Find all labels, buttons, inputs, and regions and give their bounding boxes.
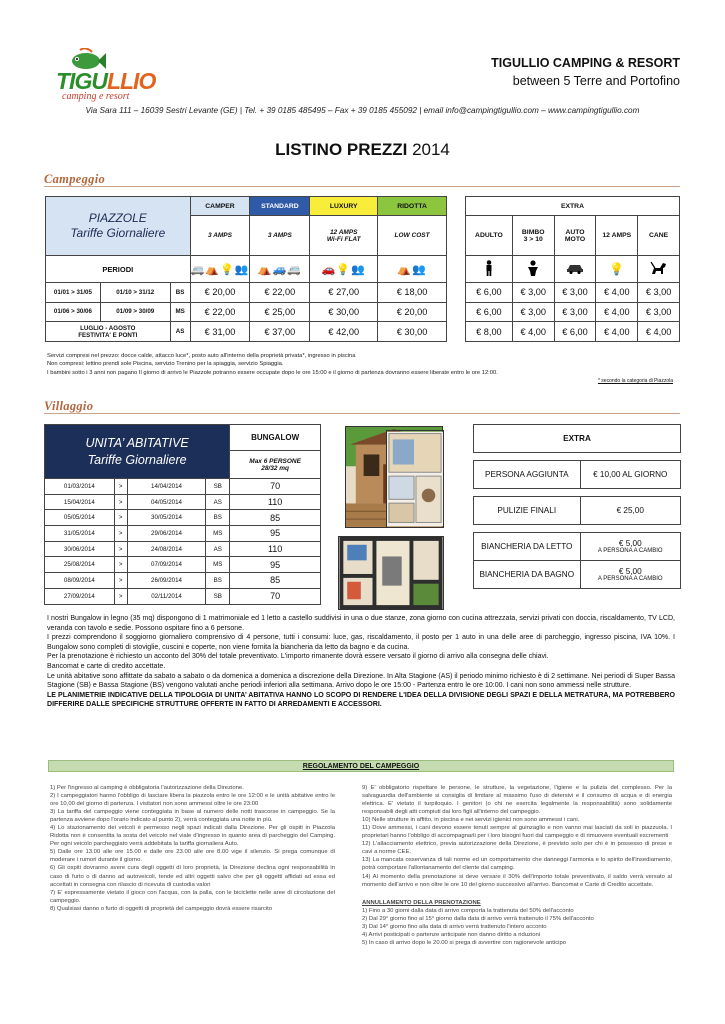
note-line: Servizi compresi nel prezzo: docce calde, attacco luce*, posto auto all'interno della proprietà privata*, ingresso in piscina (47, 353, 356, 359)
price-camper: € 20,00 (190, 283, 250, 303)
description-paragraph: I nostri Bungalow in legno (35 mq) dispongono di 1 matrimoniale ed 1 letto a castello suddivisi in una o due stanze, zona giorno con cucina attrezzata, servizi privati con doccia, riscaldamento, TV LCD, veranda con tavolo e sedie. Possono ospitare fino a 6 persone. (47, 615, 675, 632)
table-row (45, 510, 321, 526)
unita-subtitle: Tariffe Giornaliere (87, 452, 187, 467)
rule-item: 8) Qualsiasi danno o furto di oggetti di proprietà del campeggio dovrà essere risarcito (50, 905, 273, 912)
price-luxury: € 27,00 (310, 283, 378, 303)
date-to: 07/09/2014 (127, 557, 206, 573)
extra-auto-label: AUTO (565, 228, 585, 236)
logo-subtitle: camping e resort (62, 91, 130, 102)
period-high-season (46, 322, 171, 342)
table-row (45, 541, 321, 557)
table-row (45, 526, 321, 542)
price-standard: € 37,00 (250, 322, 310, 342)
season-code: BS (206, 573, 230, 589)
extra-price: € 6,00 (466, 302, 513, 322)
extra-price: € 4,00 (596, 322, 638, 342)
rule-item: 10) Nelle strutture in affitto, in piscina e nei servizi igienici non sono ammessi i cani. (362, 817, 580, 824)
date-to: 24/08/2014 (127, 541, 206, 557)
extra-moto-label: MOTO (564, 235, 586, 243)
rule-item: 12) L'allacciamento elettrico, previa autorizzazione della Direzione, è previsto solo per chi è in possesso di prese e cavi a norme CEE. (362, 841, 672, 856)
cat-camper: CAMPER (190, 197, 250, 216)
unita-title: UNITA’ ABITATIVE (85, 435, 189, 450)
regolamento-right-column (362, 784, 672, 947)
tigullio-logo (50, 46, 156, 102)
rule-item: 9) E' obbligatorio rispettare le persone, le strutture, la vegetazione, l'igiene e la pulizia del complesso. Per la salvaguardia dell'ambiente si consiglia di limitare al massimo l'uso di detersivi e il consumo di acqua e di energia elettrica. E' vietato il turpiloquio. I genitori (o chi ne esercita legalmente la responsabilità) sono solidamente responsabili degli atti compiuti dai loro figli all'interno del campeggio. (362, 785, 672, 816)
luxury-category-icons: 🚗💡👥 (310, 256, 378, 283)
date-from: 05/05/2014 (45, 510, 115, 526)
rule-item: 1) Per l'ingresso al camping è obbligatoria l'autorizzazione della Direzione. (50, 785, 244, 791)
rule-item: 14) Al momento della prenotazione si deve versare il 30% dell'importo totale preventivato, il saldo verrà versato al momento dell'arrivo e non oltre le ore 10 del giorno successivo all'arrivo. Bancomat e Carte di Credito accettate. (362, 873, 672, 888)
campeggio-heading: Campeggio (44, 172, 106, 186)
regolamento-left-column (50, 784, 335, 913)
extra-price: € 3,00 (554, 283, 596, 303)
ridotta-category-icons: ⛺👥 (378, 256, 447, 283)
price-standard: € 22,00 (250, 283, 310, 303)
page-title-year: 2014 (407, 140, 450, 159)
extra-price: € 3,00 (638, 283, 680, 303)
season-code: SB (206, 588, 230, 604)
table-row (46, 302, 447, 322)
bungalow-price: 95 (230, 526, 321, 542)
cat-luxury-wifi: Wi-Fi FLAT (326, 235, 361, 243)
extra-value: € 5,00 (618, 539, 642, 548)
rule-item: 13) La mancata osservanza di tali norme ed un comportamento che danneggi l'armonia e lo spirito dell'insediamento, potrà comportare l'allontanamento del cliente dal camping. (362, 857, 672, 872)
extra-adulto: ADULTO (466, 216, 513, 256)
bungalow-description (47, 614, 675, 710)
extra-value: € 10,00 AL GIORNO (580, 461, 680, 489)
extra-price: € 4,00 (596, 302, 638, 322)
piazzole-title: PIAZZOLE (88, 211, 147, 225)
company-name: TIGULLIO CAMPING & RESORT (491, 56, 680, 70)
rule-item: 7) E' espressamente vietato il gioco con l'acqua, con la palla, con le biciclette nelle aree di circolazione del campeggio. (50, 889, 335, 904)
extra-note: A PERSONA A CAMBIO (597, 548, 663, 554)
bungalow-max-persons: Max 6 PERSONE (249, 457, 301, 465)
bungalow-price: 70 (230, 479, 321, 495)
extra-value-cell (580, 561, 680, 589)
page-title (0, 140, 725, 160)
person-icon (466, 256, 513, 283)
extra-value-cell (580, 533, 680, 561)
season-code: AS (206, 494, 230, 510)
extra-spacer (474, 489, 681, 497)
extra-label: BIANCHERIA DA LETTO (474, 533, 581, 561)
period-label: LUGLIO - AGOSTO (80, 324, 136, 332)
period-label: FESTIVITA' E PONTI (78, 331, 138, 339)
extra-price: € 4,00 (596, 283, 638, 303)
piazzole-table (45, 196, 447, 342)
extra-price: € 6,00 (554, 322, 596, 342)
cancellation-item: 4) Arrivi posticipati o partenze anticipate non danno diritto a riduzioni (362, 931, 541, 938)
extra-title: EXTRA (466, 197, 680, 216)
extra-bimbo (512, 216, 554, 256)
note-line: Non compresi: lettino prendi sole Piscina, servizio Trenino per la spiaggia, servizio Spiaggia. (47, 361, 284, 368)
season-code: MS (170, 302, 190, 322)
villaggio-extra-table (473, 424, 681, 589)
range-arrow: > (114, 588, 127, 604)
bungalow-capacity (230, 451, 321, 479)
camper-category-icons: 🚐⛺💡👥 (190, 256, 250, 283)
season-code: MS (206, 557, 230, 573)
rule-item: 2) I campeggiatori hanno l'obbligo di lasciare libera la piazzola entro le ore 12:00 e le unità abitative entro le ore 10,00 del giorno di partenza. I visitatori non sono ammessi oltre le ore 23:00 (50, 793, 335, 808)
extra-bimbo-age: 3 > 10 (523, 235, 543, 243)
table-row (466, 302, 680, 322)
extra-price: € 3,00 (512, 302, 554, 322)
child-icon (512, 256, 554, 283)
bungalow-price: 70 (230, 588, 321, 604)
cat-luxury-features (310, 216, 378, 256)
rule-item: 6) Gli ospiti dovranno avere cura degli oggetti di loro proprietà, la Direzione declina ogni responsabilità in caso di furto o di danno ad autoveicoli, tende ed altri oggetti salvo che per gli oggetti affidati ad essa ed accettati in consegna con rilascio di ricevuta di custodia valori (50, 865, 335, 888)
date-from: 31/05/2014 (45, 526, 115, 542)
range-arrow: > (114, 494, 127, 510)
extra-label: PULIZIE FINALI (474, 497, 581, 525)
periodi-label: PERIODI (46, 256, 191, 283)
villaggio-extra-title: EXTRA (474, 425, 681, 453)
date-from: 27/09/2014 (45, 588, 115, 604)
campeggio-extra-table (465, 196, 680, 342)
range-arrow: > (114, 541, 127, 557)
cat-ridotta: RIDOTTA (378, 197, 447, 216)
table-row (45, 588, 321, 604)
annullamento-title: ANNULLAMENTO DELLA PRENOTAZIONE (362, 899, 481, 906)
range-arrow: > (114, 557, 127, 573)
extra-spacer (474, 525, 681, 533)
price-ridotta: € 20,00 (378, 302, 447, 322)
period-end: 01/10 > 31/12 (100, 283, 170, 303)
season-code: AS (206, 541, 230, 557)
cancellation-item: 3) Dal 14° giorno fino alla data di arrivo verrà trattenuto l'intero acconto (362, 923, 547, 930)
date-to: 26/09/2014 (127, 573, 206, 589)
rule-item: 3) La tariffa del campeggio viene conteggiata in base al numero delle notti trascorse in campeggio. Se la partenza avviene dopo l'orario indicato al punto 2), verrà conteggiata una notte in più. (50, 809, 335, 824)
range-arrow: > (114, 573, 127, 589)
date-to: 14/04/2014 (127, 479, 206, 495)
piazzole-subtitle: Tariffe Giornaliere (70, 226, 166, 240)
extra-price: € 4,00 (638, 322, 680, 342)
season-code: MS (206, 526, 230, 542)
bungalow-table (44, 424, 321, 605)
price-camper: € 31,00 (190, 322, 250, 342)
price-camper: € 22,00 (190, 302, 250, 322)
extra-12amps: 12 AMPS (596, 216, 638, 256)
logo-text-part2: LLIO (106, 68, 156, 94)
villaggio-rule (44, 413, 680, 414)
table-row (474, 497, 681, 525)
description-paragraph: Bancomat e carte di credito accettate. (47, 662, 166, 670)
date-from: 08/09/2014 (45, 573, 115, 589)
price-luxury: € 30,00 (310, 302, 378, 322)
season-code: SB (206, 479, 230, 495)
season-code: BS (170, 283, 190, 303)
campeggio-rule (44, 186, 680, 187)
rule-item: 5) Dalle ore 13.00 alle ore 15.00 e dalle ore 23.00 alle ore 8.00 vige il silenzio. Si prega comunque di moderare i rumori durante il giorno. (50, 849, 335, 864)
table-row (46, 283, 447, 303)
bungalow-label: BUNGALOW (230, 425, 321, 451)
standard-category-icons: ⛺🚙🚐 (250, 256, 310, 283)
extra-auto-moto (554, 216, 596, 256)
car-icon (554, 256, 596, 283)
bungalow-price: 85 (230, 510, 321, 526)
description-paragraph: I prezzi comprendono il soggiorno giornaliero comprensivo di 4 persone, tutti i consumi: luce, gas, riscaldamento, il posto per 1 auto in una delle aree di parcheggio, ingresso piscina, IVA 10%. I Bungalow sono completi di stoviglie, cuscini e coperte, non viene fornita la biancheria da letto da bagno e da cucina. (47, 634, 675, 651)
bungalow-floorplan-1 (386, 430, 444, 528)
period-start: 01/01 > 31/05 (46, 283, 101, 303)
description-paragraph: Per la prenotazione è richiesto un acconto del 30% del totale preventivato. L'importo rimanente dovrà essere versato il giorno di arrivo alla consegna delle chiavi. (47, 653, 549, 661)
bungalow-size: 28/32 mq (261, 464, 290, 472)
table-row (466, 322, 680, 342)
cat-ridotta-sub: LOW COST (378, 216, 447, 256)
company-block (491, 56, 680, 88)
cat-standard-amps: 3 AMPS (250, 216, 310, 256)
table-row (474, 461, 681, 489)
bungalow-price: 95 (230, 557, 321, 573)
table-row (466, 283, 680, 303)
page-title-main: LISTINO PREZZI (275, 140, 408, 159)
period-start: 01/06 > 30/06 (46, 302, 101, 322)
date-to: 04/05/2014 (127, 494, 206, 510)
extra-label: BIANCHERIA DA BAGNO (474, 561, 581, 589)
table-row (45, 479, 321, 495)
cancellation-item: 2) Dal 29° giorno fino al 15° giorno dalla data di arrivo verrà trattenuto il 75% dell'acconto (362, 915, 594, 922)
note-line: I bambini sotto i 3 anni non pagano Il giorno di arrivo le Piazzole potranno essere occupate dopo le ore 15:00 e il giorno di partenza dovranno essere liberate entro le ore 12:00. (47, 369, 498, 376)
campeggio-notes (47, 352, 667, 377)
regolamento-title: REGOLAMENTO DEL CAMPEGGIO (48, 760, 674, 772)
contact-line: Via Sara 111 – 16039 Sestri Levante (GE) | Tel. + 39 0185 485495 – Fax + 39 0185 455092 | email info@campingtigullio.com – www.campingtigullio.com (85, 106, 640, 115)
extra-value: € 25,00 (580, 497, 680, 525)
cat-standard: STANDARD (250, 197, 310, 216)
cat-camper-amps: 3 AMPS (190, 216, 250, 256)
table-row (474, 561, 681, 589)
description-disclaimer: LE PLANIMETRIE INDICATIVE DELLA TIPOLOGIA DI UNITA’ ABITATIVA HANNO LO SCOPO DI RENDERE L'IDEA DELLA DIVISIONE DEGLI SPAZI E DELLA METRATURA, MA POTREBBERO DIFFERIRE DALLE SPECIFICHE STRUTTURE OFFERTE IN FATTO DI ARREDAMENTI E ACCESSORI. (47, 691, 675, 709)
extra-price: € 8,00 (466, 322, 513, 342)
date-from: 25/08/2014 (45, 557, 115, 573)
table-row (474, 533, 681, 561)
extra-bimbo-label: BIMBO (521, 228, 545, 236)
extra-label: PERSONA AGGIUNTA (474, 461, 581, 489)
bungalow-price: 110 (230, 541, 321, 557)
logo-text-part1: TIGU (56, 68, 107, 94)
date-to: 02/11/2014 (127, 588, 206, 604)
unita-title-cell (45, 425, 230, 479)
cat-luxury-amps: 12 AMPS (329, 228, 358, 236)
season-code: BS (206, 510, 230, 526)
range-arrow: > (114, 510, 127, 526)
table-row (45, 557, 321, 573)
bulb-icon: 💡 (596, 256, 638, 283)
dog-icon (638, 256, 680, 283)
extra-price: € 4,00 (512, 322, 554, 342)
villaggio-heading: Villaggio (44, 399, 94, 413)
date-from: 30/06/2014 (45, 541, 115, 557)
description-paragraph: Le unità abitative sono affittate da sabato a sabato o da domenica a domenica a discrezione della Direzione. In Alta Stagione (AS) il periodo minimo richiesto è di 2 settimane. Nei periodi di Super Bassa Stagione (SB) e Bassa Stagione (BS) vengono valutati anche periodi inferiori alla settimana. Arrivo dopo le ore 15:00 - Partenza entro le ore 10:00. I cani non sono ammessi nelle strutture. (47, 672, 675, 690)
cat-luxury: LUXURY (310, 197, 378, 216)
extra-cane: CANE (638, 216, 680, 256)
range-arrow: > (114, 526, 127, 542)
date-to: 30/05/2014 (127, 510, 206, 526)
piazzole-title-cell (46, 197, 191, 256)
bungalow-floorplan-2 (338, 536, 444, 610)
extra-price: € 6,00 (466, 283, 513, 303)
table-row (45, 573, 321, 589)
season-code: AS (170, 322, 190, 342)
price-ridotta: € 30,00 (378, 322, 447, 342)
table-row (46, 322, 447, 342)
date-from: 15/04/2014 (45, 494, 115, 510)
cancellation-item: 1) Fino a 30 giorni dalla data di arrivo comporta la trattenuta del 50% dell'acconto (362, 907, 574, 914)
extra-spacer (474, 453, 681, 461)
rule-item: 11) Dove ammessi, i cani devono essere tenuti sempre al guinzaglio e non vanno mai lasciati da soli in piazzuola. I proprietari hanno l'obbligo di accompagnarli per i loro bisogni fuori dal campeggio e di rimuovere eventuali escrementi (362, 825, 672, 840)
extra-value: € 5,00 (618, 567, 642, 576)
price-ridotta: € 18,00 (378, 283, 447, 303)
price-luxury: € 42,00 (310, 322, 378, 342)
date-from: 01/03/2014 (45, 479, 115, 495)
extra-price: € 3,00 (554, 302, 596, 322)
cancellation-item: 5) In caso di arrivo dopo le 20.00 si prega di avvertire con ragionevole anticipo (362, 939, 567, 946)
extra-note: A PERSONA A CAMBIO (597, 576, 663, 582)
table-row (45, 494, 321, 510)
range-arrow: > (114, 479, 127, 495)
extra-price: € 3,00 (512, 283, 554, 303)
period-end: 01/09 > 30/09 (100, 302, 170, 322)
bungalow-price: 85 (230, 573, 321, 589)
rule-item: 4) Lo stazionamento dei veicoli è permesso negli spazi indicati dalla Direzione. Per gli ospiti in Piazzola Ridotta non è consentita la sosta del veicolo nel viale d'ingresso in quanto area di parcheggio del Camping. Per ogni veicolo parcheggiato verrà addebitata la tariffa giornaliera Auto. (50, 825, 335, 848)
extra-price: € 3,00 (638, 302, 680, 322)
company-tagline: between 5 Terre and Portofino (512, 74, 680, 88)
campeggio-footnote: * secondo la categoria di Piazzola (597, 378, 673, 384)
bungalow-price: 110 (230, 494, 321, 510)
date-to: 29/06/2014 (127, 526, 206, 542)
price-standard: € 25,00 (250, 302, 310, 322)
